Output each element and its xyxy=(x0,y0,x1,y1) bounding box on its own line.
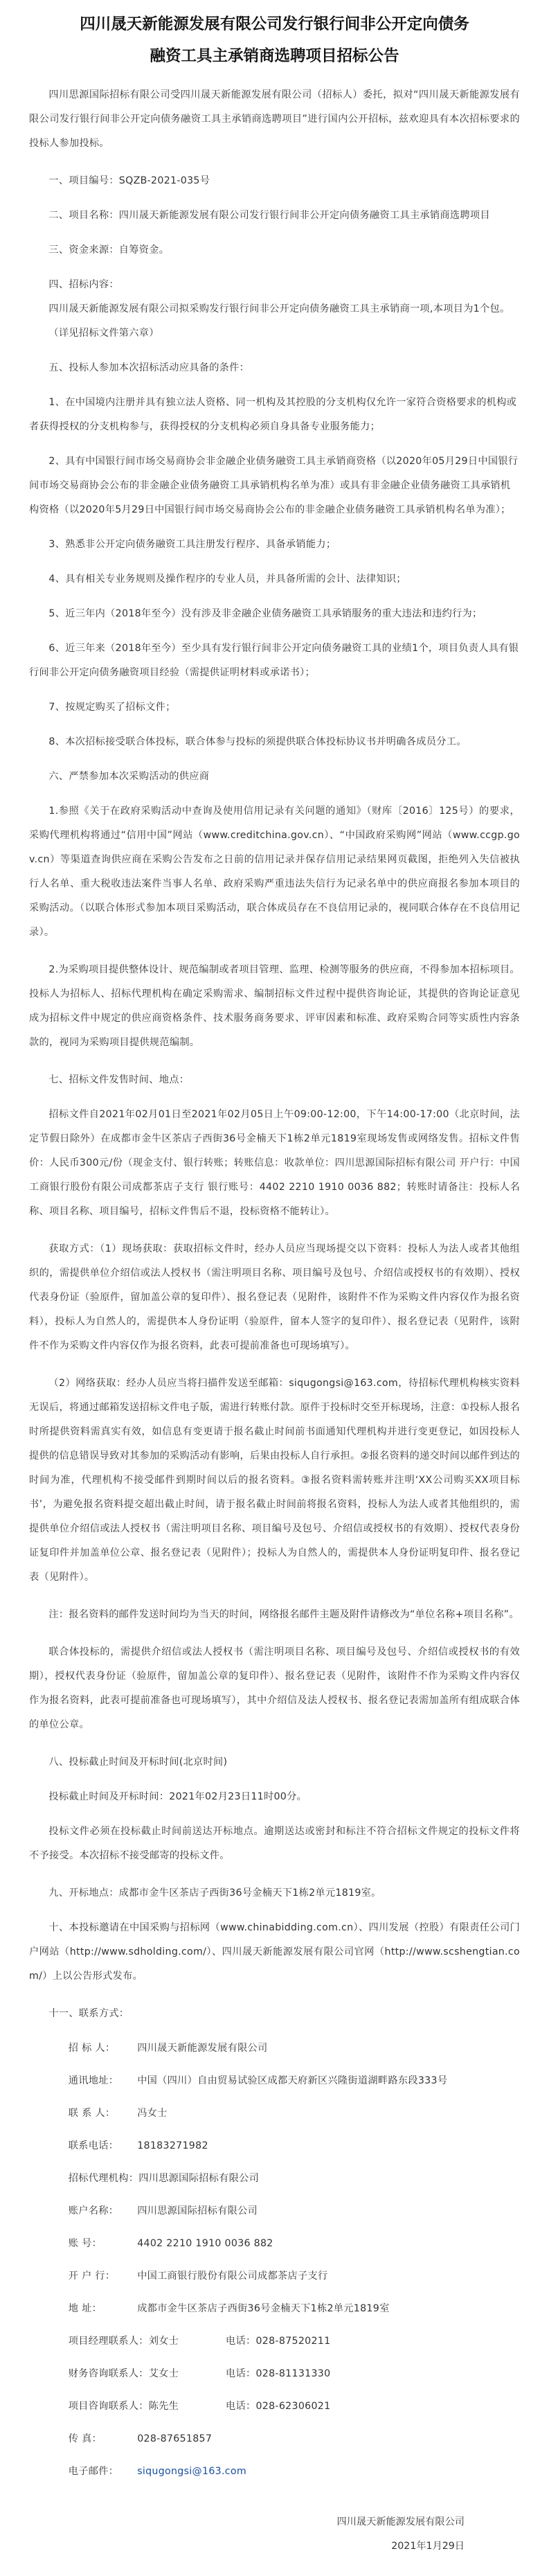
page-title-line-1: 四川晟天新能源发展有限公司发行银行间非公开定向债务 xyxy=(80,15,469,33)
tender-content-note: （详见招标文件第六章） xyxy=(48,328,159,339)
contact-fax xyxy=(29,2427,520,2451)
contact-phone-value: 18183271982 xyxy=(137,2140,208,2151)
contact-agency-address-value: 成都市金牛区茶店子西街36号金楠天下1栋2单元1819室 xyxy=(137,2303,390,2314)
condition-5: 5、近三年内（2018年至今）没有涉及非金融企业债务融资工具承销服务的重大违法和违约行为； xyxy=(48,608,483,619)
contact-bank-label: 开 户 行： xyxy=(68,2271,116,2282)
page-title-line-2: 融资工具主承销商选聘项目招标公告 xyxy=(150,47,399,65)
publication-channels: 十、本投标邀请在中国采购与招标网（www.chinabidding.com.cn）、四川发展（控股）有限责任公司门户网站（http://www.sdholding.com/）、四川晟天新能源发展有限公司官网（http://www.scshengtian.com/）上以公告形式发布。 xyxy=(29,1922,520,1982)
condition-7: 7、按规定购买了招标文件； xyxy=(48,702,176,713)
signature-spacer xyxy=(29,2492,520,2510)
contact-tenderer-label: 招 标 人： xyxy=(68,2043,116,2054)
contact-phone xyxy=(29,2134,520,2158)
contact-tenderer xyxy=(29,2036,520,2061)
condition-2: 2、具有中国银行间市场交易商协会非金融企业债务融资工具主承销商资格（以2020年05月29日中国银行间市场交易商协会公布的非金融企业债务融资工具承销机构名单为准）或具有非金融企业债务融资工具承销机构资格（以2020年5月29日中国银行间市场交易商协会公布的非金融企业债务融资工具承销机构名单为准）； xyxy=(29,456,519,515)
contact-finance-phone: 电话：028-81131330 xyxy=(225,2368,331,2379)
contact-fax-label: 传 真： xyxy=(68,2433,102,2444)
contact-person xyxy=(29,2102,520,2126)
tender-content-detail: 四川晟天新能源发展有限公司拟采购发行银行间非公开定向债务融资工具主承销商一项,本项目为1个包。 xyxy=(48,303,510,314)
contact-account-name xyxy=(29,2199,520,2223)
contact-person-label: 联 系 人： xyxy=(68,2108,116,2119)
contact-account-name-value: 四川思源国际招标有限公司 xyxy=(137,2205,258,2217)
condition-1: 1、在中国境内注册并具有独立法人资格、同一机构及其控股的分支机构仅允许一家符合资格要求的机构或者获得授权的分支机构参与，获得授权的分支机构必须自身具备专业服务能力； xyxy=(29,397,517,432)
contact-address-label: 通讯地址： xyxy=(68,2075,119,2086)
contact-account-number xyxy=(29,2232,520,2256)
project-number: 一、项目编号：SQZB-2021-035号 xyxy=(48,175,210,186)
contact-agency-label: 招标代理机构： xyxy=(68,2173,139,2184)
contacts-block xyxy=(29,2036,520,2484)
opening-location: 九、开标地点：成都市金牛区茶店子西街36号金楠天下1栋2单元1819室。 xyxy=(48,1887,381,1899)
bidder-conditions-heading: 五、投标人参加本次招标活动应具备的条件： xyxy=(48,362,250,373)
contact-project-manager-label: 项目经理联系人：刘女士 xyxy=(68,2336,179,2347)
contact-address-value: 中国（四川）自由贸易试验区成都天府新区兴隆街道湖畔路东段333号 xyxy=(137,2075,448,2086)
email-subject-note: 注：报名资料的邮件发送时间均为当天的时间，网络报名邮件主题及附件请修改为“单位名称+项目名称”。 xyxy=(48,1609,519,1620)
contact-project-consult-phone: 电话：028-62306021 xyxy=(225,2401,331,2412)
contact-phone-label: 联系电话： xyxy=(68,2140,119,2151)
contact-finance-label: 财务咨询联系人：艾女士 xyxy=(68,2368,179,2379)
contact-account-number-value: 4402 2210 1910 0036 882 xyxy=(137,2238,273,2249)
contact-agency xyxy=(29,2167,520,2191)
deadline-time: 投标截止时间及开标时间：2021年02月23日11时00分。 xyxy=(48,1791,307,1802)
signature-company: 四川晟天新能源发展有限公司 xyxy=(336,2516,465,2528)
consortium-requirements: 联合体投标的，需提供介绍信或法人授权书（需注明项目名称、项目编号及包号、介绍信或授权书的有效期），授权代表身份证（验原件，留加盖公章的复印件）、报名登记表（见附件，该附件不作为采购文件内容仅作为报名资料，此表可提前准备也可现场填写），其中介绍信及法人授权书、报名登记表需加盖所有组成联合体的单位公章。 xyxy=(29,1646,520,1730)
project-name: 二、项目名称：四川晟天新能源发展有限公司发行银行间非公开定向债务融资工具主承销商选聘项目 xyxy=(48,210,490,221)
contact-email-link[interactable]: siqugongsi@163.com xyxy=(137,2466,247,2477)
condition-3: 3、熟悉非公开定向债务融资工具注册发行程序、具备承销能力； xyxy=(48,539,336,550)
prohibited-suppliers-2: 2.为采购项目提供整体设计、规范编制或者项目管理、监理、检测等服务的供应商，不得参加本招标项目。投标人为招标人、招标代理机构在确定采购需求、编制招标文件过程中提供咨询论证，其提供的咨询论证意见成为招标文件中规定的供应商资格条件、技术服务商务要求、评审因素和标准、政府采购合同等实质性内容条款的，视同为采购项目提供规范编制。 xyxy=(29,964,520,1048)
funding-source: 三、资金来源：自筹资金。 xyxy=(48,245,170,256)
contact-project-consult xyxy=(29,2395,520,2419)
contact-agency-value: 四川思源国际招标有限公司 xyxy=(138,2173,260,2184)
document-sale-heading: 七、招标文件发售时间、地点： xyxy=(48,1074,190,1085)
intro-paragraph: 四川思源国际招标有限公司受四川晟天新能源发展有限公司（招标人）委托，拟对“四川晟天新能源发展有限公司发行银行间非公开定向债务融资工具主承销商选聘项目”进行国内公开招标，兹欢迎具有本次招标要求的投标人参加投标。 xyxy=(29,89,520,149)
document-sale-time: 招标文件自2021年02月01日至2021年02月05日上午09:00-12:00，下午14:00-17:00（北京时间，法定节假日除外）在成都市金牛区茶店子西街36号金楠天下1栋2单元1819室现场发售或网络发售。招标文件售价：人民币300元/份（现金支付、银行转账；转账信息：收款单位：四川思源国际招标有限公司 开户行：中国工商银行股份有限公司成都茶店子支行 银行账号：4402 2210 1910 0036 882；转账时请备注：投标人名称、项目名称、项目编号，招标文件售后不退，投标资格不能转让）。 xyxy=(29,1109,520,1217)
contacts-heading: 十一、联系方式： xyxy=(48,2008,129,2019)
contact-email-label: 电子邮件： xyxy=(68,2466,119,2477)
contact-fax-value: 028-87651857 xyxy=(137,2433,213,2444)
signature-date: 2021年1月29日 xyxy=(391,2541,465,2552)
tender-content-heading: 四、招标内容： xyxy=(48,279,119,290)
condition-6: 6、近三年来（2018年至今）至少具有发行银行间非公开定向债务融资工具的业绩1个，项目负责人具有银行间非公开定向债务融资项目经验（需提供证明材料或承诺书）； xyxy=(29,643,519,678)
contact-person-value: 冯女士 xyxy=(137,2108,168,2119)
condition-8: 8、本次招标接受联合体投标，联合体参与投标的须提供联合体投标协议书并明确各成员分工。 xyxy=(48,736,467,747)
deadline-note: 投标文件必须在投标截止时间前送达开标地点。逾期送达或密封和标注不符合招标文件规定的投标文件将不予接受。本次招标不接受邮寄的投标文件。 xyxy=(29,1826,520,1861)
contact-bank xyxy=(29,2264,520,2289)
contact-email xyxy=(29,2460,520,2484)
prohibited-suppliers-heading: 六、严禁参加本次采购活动的供应商 xyxy=(48,771,210,782)
contact-address xyxy=(29,2069,520,2093)
contact-agency-address xyxy=(29,2297,520,2321)
online-acquisition: （2）网络获取：经办人员应当将扫描件发送至邮箱：siqugongsi@163.com，待招标代理机构核实资料无误后，将通过邮箱发送招标文件电子版，需进行转账付款。原件于投标时交至开标现场，注意：①投标人报名时所提供资料需真实有效，如信息有变更请于报名截止时间前书面通知代理机构并进行变更登记，如因投标人提供的信息错误导致对其参加的采购活动有影响，后果由投标人自行承担。②报名资料的递交时间以邮件到达的时间为准，代理机构不接受邮件到期时间以后的报名资料。③报名资料需转账并注明‘XX公司购买XX项目标书’，为避免报名资料提交超出截止时间，请于报名截止时间前将报名资料，投标人为法人或者其他组织的，需提供单位介绍信或法人授权书（需注明项目名称、项目编号及包号、介绍信或授权书的有效期）、授权代表身份证复印件并加盖单位公章、报名登记表（见附件）；投标人为自然人的，需提供本人身份证明复印件、报名登记表（见附件）。 xyxy=(29,1378,520,1583)
contact-agency-address-label: 地 址： xyxy=(68,2303,102,2314)
page-title xyxy=(29,8,520,72)
contact-account-number-label: 账 号： xyxy=(68,2238,102,2249)
contact-tenderer-value: 四川晟天新能源发展有限公司 xyxy=(137,2043,268,2054)
contact-finance xyxy=(29,2362,520,2386)
contact-project-consult-label: 项目咨询联系人：陈先生 xyxy=(68,2401,179,2412)
deadline-heading: 八、投标截止时间及开标时间(北京时间) xyxy=(48,1757,228,1768)
condition-4: 4、具有相关专业务规则及操作程序的专业人员，并具备所需的会计、法律知识； xyxy=(48,574,406,585)
contact-project-manager xyxy=(29,2329,520,2354)
contact-project-manager-phone: 电话：028-87520211 xyxy=(225,2336,331,2347)
contact-bank-value: 中国工商银行股份有限公司成都茶店子支行 xyxy=(137,2271,328,2282)
contact-account-name-label: 账户名称： xyxy=(68,2205,119,2217)
prohibited-suppliers-1: 1.参照《关于在政府采购活动中查询及使用信用记录有关问题的通知》（财库〔2016〕125号）的要求，采购代理机构将通过“信用中国”网站（www.creditchina.gov.cn）、“中国政府采购网”网站（www.ccgp.gov.cn）等渠道查询供应商在采购公告发布之日前的信用记录并保存信用记录结果网页截图，拒绝列入失信被执行人名单、重大税收违法案件当事人名单、政府采购严重违法失信行为记录名单中的供应商报名参加本项目的采购活动。（以联合体形式参加本项目采购活动，联合体成员存在不良信用记录的，视同联合体存在不良信用记录）。 xyxy=(29,806,520,938)
onsite-acquisition: 获取方式：（1）现场获取：获取招标文件时，经办人员应当现场提交以下资料：投标人为法人或者其他组织的，需提供单位介绍信或法人授权书（需注明项目名称、项目编号及包号、介绍信或授权书的有效期）、授权代表身份证（验原件，留加盖公章的复印件）、报名登记表（见附件，该附件不作为采购文件内容仅作为报名资料），投标人为自然人的，需提供本人身份证明（验原件，留本人签字的复印件）、报名登记表（见附件，该附件不作为采购文件内容仅作为报名资料，此表可提前准备也可现场填写）。 xyxy=(29,1243,520,1351)
